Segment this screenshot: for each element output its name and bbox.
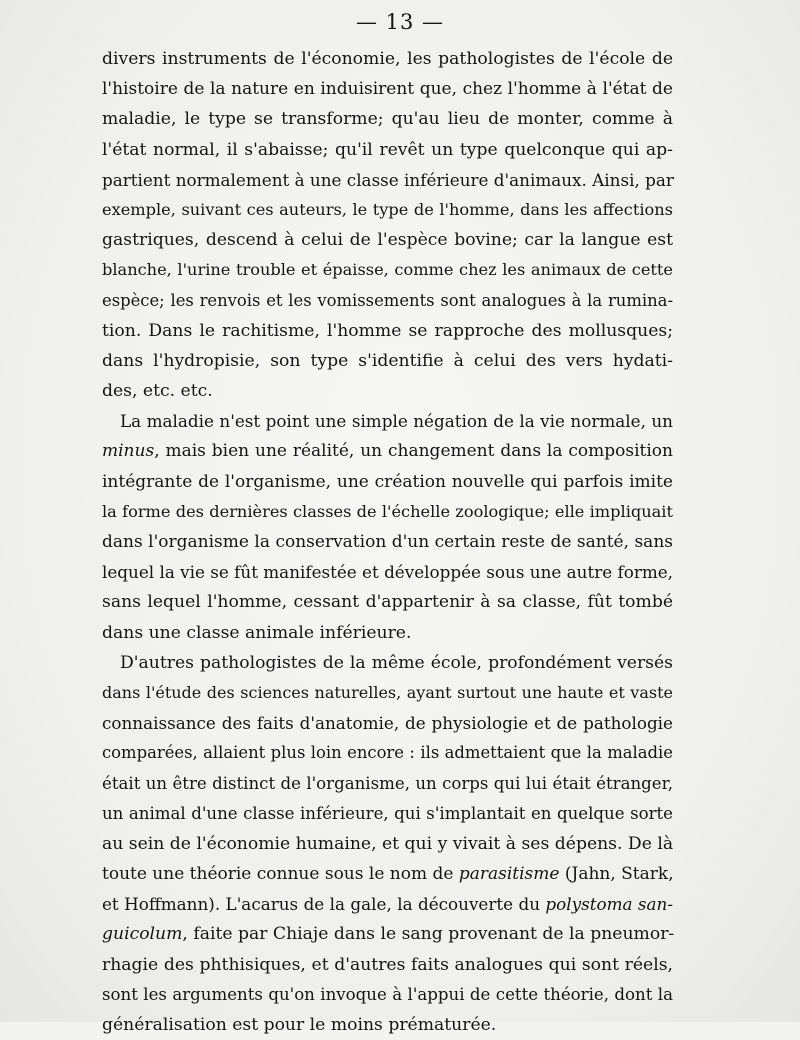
paragraph: [102, 648, 673, 1040]
text-line: sans lequel l'homme, cessant d'appartenir à sa classe, fût tombé: [102, 592, 673, 613]
text-line: maladie, le type se transforme; qu'au lieu de monter, comme à: [102, 109, 673, 130]
body-text: [102, 44, 673, 1040]
text-line: était un être distinct de l'organisme, un corps qui lui était étranger,: [102, 773, 673, 793]
page-number: — 13 —: [355, 10, 445, 34]
text-line: des, etc. etc.: [102, 381, 213, 402]
text-line: comparées, allaient plus loin encore : ils admettaient que la maladie: [102, 743, 673, 763]
text-line: dans l'organisme la conservation d'un certain reste de santé, sans: [102, 532, 673, 552]
text-line: La maladie n'est point une simple négation de la vie normale, un: [120, 411, 673, 432]
text-line: rhagie des phthisiques, et d'autres faits analogues qui sont réels,: [102, 954, 673, 975]
text-line: dans une classe animale inférieure.: [102, 622, 412, 643]
text-line: généralisation est pour le moins prématurée.: [102, 1015, 497, 1035]
text-line: tion. Dans le rachitisme, l'homme se rapproche des mollusques;: [102, 320, 673, 341]
text-line: espèce; les renvois et les vomissements sont analogues à la rumina-: [102, 290, 673, 310]
text-line: partient normalement à une classe inférieure d'animaux. Ainsi, par: [102, 169, 674, 190]
text-line: et Hoffmann). L'acarus de la gale, la découverte du polystoma san-: [102, 894, 673, 915]
paragraph: [102, 406, 673, 648]
text-line: gastriques, descend à celui de l'espèce bovine; car la langue est: [102, 230, 673, 251]
paragraph: [102, 44, 673, 406]
text-line: la forme des dernières classes de l'échelle zoologique; elle impliquait: [102, 501, 673, 521]
text-line: l'état normal, il s'abaisse; qu'il revêt un type quelconque qui ap-: [102, 139, 673, 160]
text-line: sont les arguments qu'on invoque à l'appui de cette théorie, dont la: [102, 984, 673, 1004]
text-line: exemple, suivant ces auteurs, le type de l'homme, dans les affections: [102, 199, 673, 219]
text-line: dans l'étude des sciences naturelles, ayant surtout une haute et vaste: [102, 682, 673, 702]
text-line: guicolum, faite par Chiaje dans le sang provenant de la pneumor-: [102, 924, 675, 945]
text-line: D'autres pathologistes de la même école, profondément versés: [120, 652, 673, 673]
text-line: l'histoire de la nature en induisirent que, chez l'homme à l'état de: [102, 79, 673, 100]
text-line: blanche, l'urine trouble et épaisse, comme chez les animaux de cette: [102, 260, 673, 280]
text-line: toute une théorie connue sous le nom de parasitisme (Jahn, Stark,: [102, 864, 674, 885]
text-line: intégrante de l'organisme, une création nouvelle qui parfois imite: [102, 471, 673, 492]
text-line: au sein de l'économie humaine, et qui y vivait à ses dépens. De là: [102, 833, 674, 854]
text-line: un animal d'une classe inférieure, qui s'implantait en quelque sorte: [102, 803, 673, 823]
text-line: lequel la vie se fût manifestée et développée sous une autre forme,: [102, 562, 674, 583]
text-line: dans l'hydropisie, son type s'identifie à celui des vers hydati-: [102, 350, 673, 371]
text-line: minus, mais bien une réalité, un changement dans la composition: [102, 441, 673, 462]
text-line: divers instruments de l'économie, les pathologistes de l'école de: [102, 49, 673, 69]
text-line: connaissance des faits d'anatomie, de physiologie et de pathologie: [102, 713, 673, 734]
